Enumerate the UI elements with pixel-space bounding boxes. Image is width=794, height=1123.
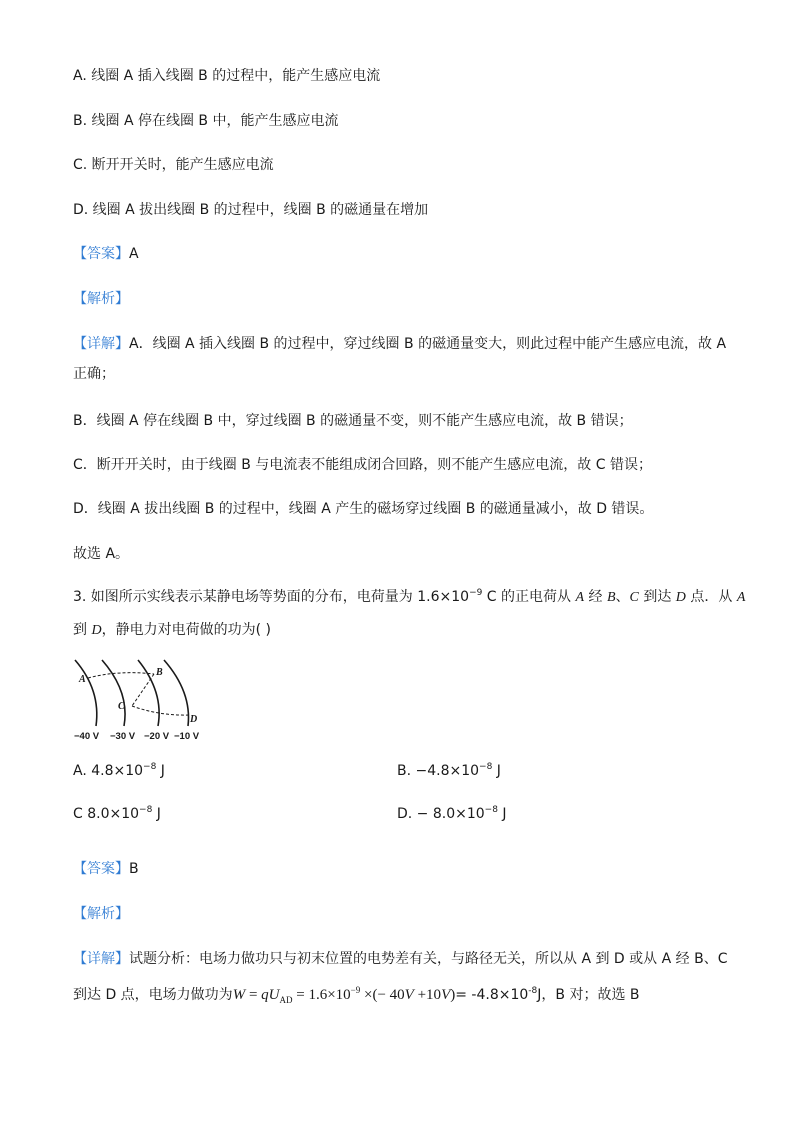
potential-label: −20 V — [144, 731, 170, 742]
answer-value: A — [129, 246, 139, 262]
equipotential-line — [75, 660, 97, 726]
answer-tag: 【答案】 — [73, 246, 129, 262]
option-q3-a — [73, 761, 165, 781]
option-q2-c: C. 断开开关时，能产生感应电流 — [73, 157, 274, 173]
eq-text: = 1.6×10 — [292, 987, 351, 1003]
equipotential-line — [102, 660, 125, 726]
q3-point: D — [91, 623, 102, 638]
q3-exponent: −9 — [469, 588, 483, 598]
option-text: D. − 8.0×10 — [397, 806, 485, 822]
option-q3-d — [397, 804, 507, 824]
work-equation — [233, 987, 456, 1003]
potential-label: −10 V — [174, 731, 200, 742]
eq-symbol: U — [268, 987, 280, 1003]
detail-tag: 【详解】 — [73, 336, 129, 352]
option-exponent: −8 — [139, 805, 153, 815]
question3-line1 — [73, 587, 745, 608]
analysis-tag-q3 — [73, 904, 129, 924]
option-text: J — [492, 763, 501, 779]
answer-value: B — [129, 861, 139, 877]
point-label-d: D — [190, 714, 198, 725]
answer-q3 — [73, 859, 139, 879]
analysis-q2-line1b: 正确； — [73, 366, 115, 382]
option-q2-d: D. 线圈 A 拔出线圈 B 的过程中，线圈 B 的磁通量在增加 — [73, 202, 429, 218]
point-label-c: C — [118, 701, 125, 712]
eq-symbol: q — [261, 987, 269, 1003]
q3-text: 经 — [584, 589, 607, 605]
eq-exponent: −9 — [350, 985, 361, 995]
option-text: C 8.0×10 — [73, 806, 140, 822]
eq-symbol: V — [441, 987, 451, 1003]
answer-q2 — [73, 244, 139, 264]
q3-text: 到达 — [638, 589, 676, 605]
path-a-to-b — [88, 673, 154, 678]
analysis-q2-line4: D．线圈 A 拔出线圈 B 的过程中，线圈 A 产生的磁场穿过线圈 B 的磁通量减小，故 D 错误。 — [73, 501, 654, 517]
path-c-to-d — [132, 706, 190, 715]
option-q3-b — [397, 761, 501, 781]
option-text: J — [156, 763, 165, 779]
option-q2-a: A. 线圈 A 插入线圈 B 的过程中，能产生感应电流 — [73, 68, 381, 84]
option-text: J — [497, 806, 507, 822]
q3-text: 、 — [615, 589, 630, 605]
point-label-b: B — [156, 667, 163, 678]
eq-text: +10 — [413, 987, 442, 1003]
equipotential-line — [164, 660, 189, 726]
option-text: J — [152, 806, 161, 822]
option-exponent: −8 — [484, 805, 498, 815]
analysis-text: 到达 D 点，电场力做功为 — [73, 987, 233, 1003]
analysis-text: J，B 对；故选 B — [537, 987, 640, 1003]
analysis-tag: 【解析】 — [73, 291, 129, 307]
analysis-tag: 【解析】 — [73, 906, 129, 922]
analysis-exponent: -8 — [528, 986, 538, 996]
eq-text: ×(− 40 — [360, 987, 405, 1003]
option-q3-c — [73, 804, 161, 824]
q3-text: ，静电力对电荷做的功为( ) — [101, 622, 271, 638]
potential-label: −30 V — [110, 731, 136, 742]
point-label-a: A — [79, 674, 86, 685]
q3-point: D — [675, 590, 686, 605]
analysis-text: = -4.8×10 — [455, 987, 529, 1003]
q3-text: 到 — [73, 622, 92, 638]
question3-line2 — [73, 620, 271, 641]
analysis-q3-line2 — [73, 985, 640, 1010]
eq-text: ) — [450, 987, 456, 1003]
eq-text: = — [245, 987, 262, 1003]
q3-text: 3. 如图所示实线表示某静电场等势面的分布，电荷量为 1.6×10 — [73, 589, 470, 605]
option-exponent: −8 — [143, 762, 157, 772]
analysis-q2-line3: C．断开开关时，由于线圈 B 与电流表不能组成闭合回路，则不能产生感应电流，故 C 错误； — [73, 457, 652, 473]
analysis-q2-line1 — [73, 334, 726, 354]
q3-point: C — [629, 590, 639, 605]
analysis-q3-line1 — [73, 949, 727, 969]
analysis-q2-conclusion: 故选 A。 — [73, 546, 130, 562]
eq-symbol: V — [404, 987, 414, 1003]
detail-tag: 【详解】 — [73, 951, 129, 967]
option-q2-b: B. 线圈 A 停在线圈 B 中，能产生感应电流 — [73, 113, 339, 129]
potential-label: −40 V — [74, 731, 100, 742]
q3-point: A — [575, 590, 585, 605]
eq-symbol: W — [232, 987, 246, 1003]
option-text: B. −4.8×10 — [397, 763, 480, 779]
analysis-text: 试题分析：电场力做功只与初末位置的电势差有关，与路径无关，所以从 A 到 D 或从 A 经 B、C — [129, 951, 728, 967]
option-exponent: −8 — [479, 762, 493, 772]
answer-tag: 【答案】 — [73, 861, 129, 877]
analysis-text: A．线圈 A 插入线圈 B 的过程中，穿过线圈 B 的磁通量变大，则此过程中能产生感应电流，故 A — [129, 336, 727, 352]
analysis-tag-q2 — [73, 289, 129, 309]
q3-point: A — [736, 590, 746, 605]
option-text: A. 4.8×10 — [73, 763, 144, 779]
analysis-q2-line2: B．线圈 A 停在线圈 B 中，穿过线圈 B 的磁通量不变，则不能产生感应电流，故 B 错误； — [73, 413, 633, 429]
q3-text: C 的正电荷从 — [482, 589, 576, 605]
eq-subscript: AD — [279, 995, 293, 1005]
path-b-to-c — [132, 674, 154, 706]
equipotential-diagram — [68, 656, 218, 742]
q3-text: 点．从 — [685, 589, 737, 605]
q3-point: B — [606, 590, 616, 605]
